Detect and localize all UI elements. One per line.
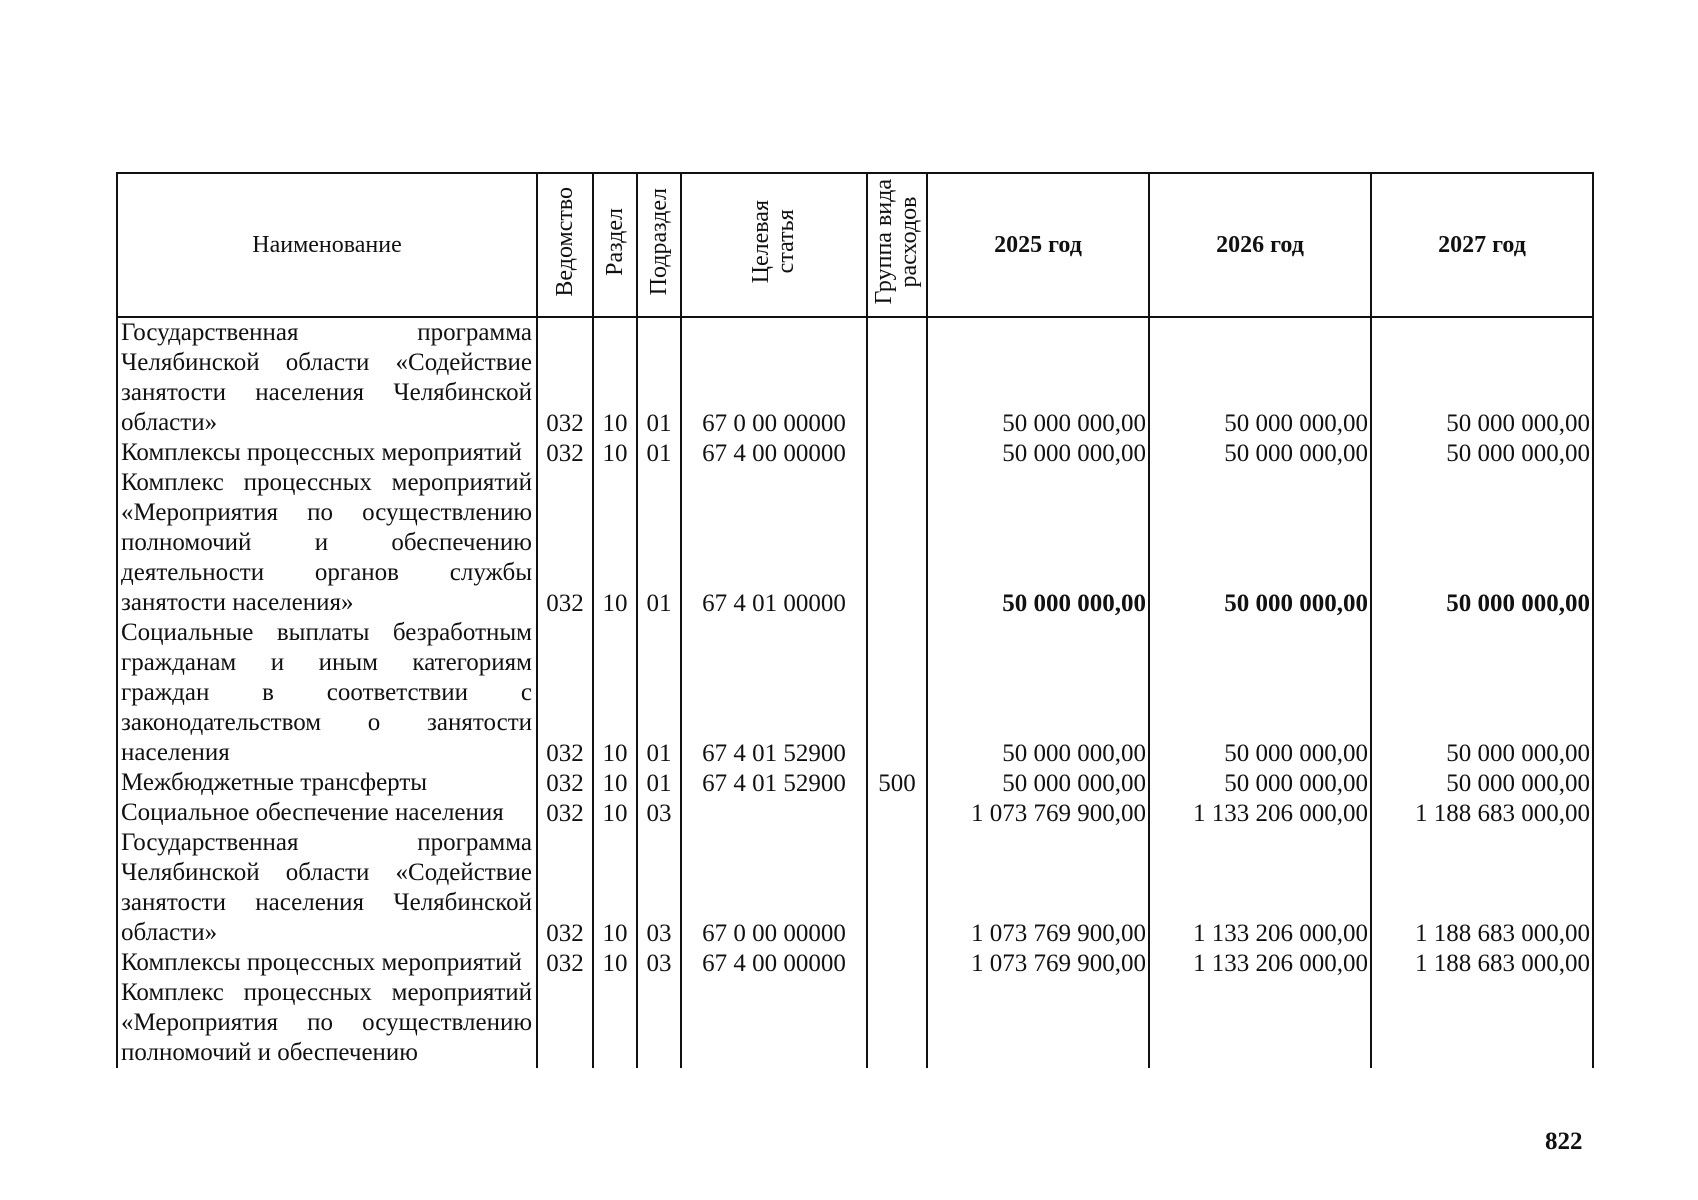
row-subsection: 01 bbox=[637, 768, 681, 798]
row-expense-group bbox=[867, 317, 927, 438]
header-subsection bbox=[637, 173, 681, 317]
page-number: 822 bbox=[1545, 1128, 1583, 1155]
row-department: 032 bbox=[537, 618, 593, 768]
row-expense-group bbox=[867, 438, 927, 468]
row-department: 032 bbox=[537, 948, 593, 978]
row-subsection: 01 bbox=[637, 618, 681, 768]
row-name: Государственная программа Челябинской области «Содействие занятости населения Челябинской области» bbox=[117, 317, 537, 438]
row-value-2027: 50 000 000,00 bbox=[1371, 438, 1593, 468]
row-department: 032 bbox=[537, 468, 593, 618]
row-value-2027: 50 000 000,00 bbox=[1371, 468, 1593, 618]
row-value-2026 bbox=[1149, 978, 1371, 1068]
row-value-2027: 50 000 000,00 bbox=[1371, 768, 1593, 798]
row-department bbox=[537, 978, 593, 1068]
table-row bbox=[117, 618, 1593, 768]
row-value-2025 bbox=[927, 978, 1149, 1068]
header-expense-label bbox=[872, 179, 922, 304]
table-row bbox=[117, 948, 1593, 978]
row-expense-group bbox=[867, 618, 927, 768]
row-value-2027: 50 000 000,00 bbox=[1371, 618, 1593, 768]
row-value-2025: 1 073 769 900,00 bbox=[927, 948, 1149, 978]
header-target-article bbox=[681, 173, 867, 317]
row-target-article: 67 4 00 00000 bbox=[681, 948, 867, 978]
row-section bbox=[593, 978, 637, 1068]
row-value-2025: 1 073 769 900,00 bbox=[927, 798, 1149, 828]
row-value-2026: 1 133 206 000,00 bbox=[1149, 828, 1371, 948]
row-value-2025: 50 000 000,00 bbox=[927, 618, 1149, 768]
row-name: Комплексы процессных мероприятий bbox=[117, 438, 537, 468]
header-target-line1: Целевая bbox=[747, 199, 774, 284]
row-target-article: 67 0 00 00000 bbox=[681, 828, 867, 948]
header-section-label: Раздел bbox=[601, 207, 628, 276]
row-target-article: 67 4 01 52900 bbox=[681, 618, 867, 768]
row-subsection: 01 bbox=[637, 468, 681, 618]
row-expense-group bbox=[867, 948, 927, 978]
row-name: Комплекс процессных мероприятий «Мероприятия по осуществлению полномочий и обеспечению деятельности органов службы занятости населения» bbox=[117, 468, 537, 618]
table-row bbox=[117, 798, 1593, 828]
row-value-2027: 1 188 683 000,00 bbox=[1371, 948, 1593, 978]
row-name: Государственная программа Челябинской области «Содействие занятости населения Челябинской области» bbox=[117, 828, 537, 948]
row-subsection: 03 bbox=[637, 828, 681, 948]
table-row bbox=[117, 468, 1593, 618]
row-value-2025: 50 000 000,00 bbox=[927, 468, 1149, 618]
header-year-2025: 2025 год bbox=[927, 173, 1149, 317]
row-value-2027 bbox=[1371, 978, 1593, 1068]
row-value-2027: 1 188 683 000,00 bbox=[1371, 828, 1593, 948]
row-target-article: 67 4 01 00000 bbox=[681, 468, 867, 618]
row-section: 10 bbox=[593, 798, 637, 828]
table-row bbox=[117, 317, 1593, 438]
row-value-2025: 1 073 769 900,00 bbox=[927, 828, 1149, 948]
budget-table bbox=[116, 172, 1594, 1068]
row-value-2026: 50 000 000,00 bbox=[1149, 768, 1371, 798]
row-subsection: 03 bbox=[637, 798, 681, 828]
row-target-article bbox=[681, 798, 867, 828]
row-expense-group bbox=[867, 798, 927, 828]
row-subsection: 01 bbox=[637, 438, 681, 468]
row-value-2026: 50 000 000,00 bbox=[1149, 317, 1371, 438]
header-expense-line1: Группа вида bbox=[870, 178, 897, 305]
row-value-2026: 1 133 206 000,00 bbox=[1149, 798, 1371, 828]
row-target-article bbox=[681, 978, 867, 1068]
row-expense-group bbox=[867, 468, 927, 618]
header-year-2027: 2027 год bbox=[1371, 173, 1593, 317]
header-row bbox=[117, 173, 1593, 317]
row-name: Межбюджетные трансферты bbox=[117, 768, 537, 798]
header-subsection-label: Подраздел bbox=[645, 187, 672, 296]
row-section: 10 bbox=[593, 828, 637, 948]
row-expense-group bbox=[867, 828, 927, 948]
row-department: 032 bbox=[537, 768, 593, 798]
row-value-2026: 50 000 000,00 bbox=[1149, 438, 1371, 468]
header-section bbox=[593, 173, 637, 317]
header-expense-group bbox=[867, 173, 927, 317]
row-department: 032 bbox=[537, 798, 593, 828]
table-row bbox=[117, 978, 1593, 1068]
row-expense-group bbox=[867, 978, 927, 1068]
row-value-2027: 50 000 000,00 bbox=[1371, 317, 1593, 438]
row-section: 10 bbox=[593, 618, 637, 768]
row-target-article: 67 4 01 52900 bbox=[681, 768, 867, 798]
row-section: 10 bbox=[593, 948, 637, 978]
header-department-label: Ведомство bbox=[551, 186, 578, 297]
header-department bbox=[537, 173, 593, 317]
row-subsection bbox=[637, 978, 681, 1068]
row-value-2027: 1 188 683 000,00 bbox=[1371, 798, 1593, 828]
table-row bbox=[117, 828, 1593, 948]
row-subsection: 03 bbox=[637, 948, 681, 978]
table-row bbox=[117, 438, 1593, 468]
header-target-label bbox=[749, 200, 799, 283]
row-section: 10 bbox=[593, 317, 637, 438]
row-value-2026: 50 000 000,00 bbox=[1149, 618, 1371, 768]
table-row bbox=[117, 768, 1593, 798]
row-value-2026: 1 133 206 000,00 bbox=[1149, 948, 1371, 978]
row-subsection: 01 bbox=[637, 317, 681, 438]
row-section: 10 bbox=[593, 438, 637, 468]
header-expense-line2: расходов bbox=[896, 196, 922, 287]
header-target-line2: статья bbox=[773, 209, 799, 274]
row-name: Социальное обеспечение населения bbox=[117, 798, 537, 828]
row-value-2025: 50 000 000,00 bbox=[927, 438, 1149, 468]
row-department: 032 bbox=[537, 828, 593, 948]
row-name: Социальные выплаты безработным гражданам и иным категориям граждан в соответствии с законодательством о занятости населения bbox=[117, 618, 537, 768]
row-target-article: 67 4 00 00000 bbox=[681, 438, 867, 468]
row-value-2026: 50 000 000,00 bbox=[1149, 468, 1371, 618]
row-section: 10 bbox=[593, 468, 637, 618]
row-target-article: 67 0 00 00000 bbox=[681, 317, 867, 438]
row-name: Комплекс процессных мероприятий «Мероприятия по осуществлению полномочий и обеспечению bbox=[117, 978, 537, 1068]
row-department: 032 bbox=[537, 438, 593, 468]
header-name: Наименование bbox=[117, 173, 537, 317]
row-section: 10 bbox=[593, 768, 637, 798]
row-department: 032 bbox=[537, 317, 593, 438]
row-value-2025: 50 000 000,00 bbox=[927, 317, 1149, 438]
header-year-2026: 2026 год bbox=[1149, 173, 1371, 317]
row-expense-group: 500 bbox=[867, 768, 927, 798]
row-name: Комплексы процессных мероприятий bbox=[117, 948, 537, 978]
row-value-2025: 50 000 000,00 bbox=[927, 768, 1149, 798]
